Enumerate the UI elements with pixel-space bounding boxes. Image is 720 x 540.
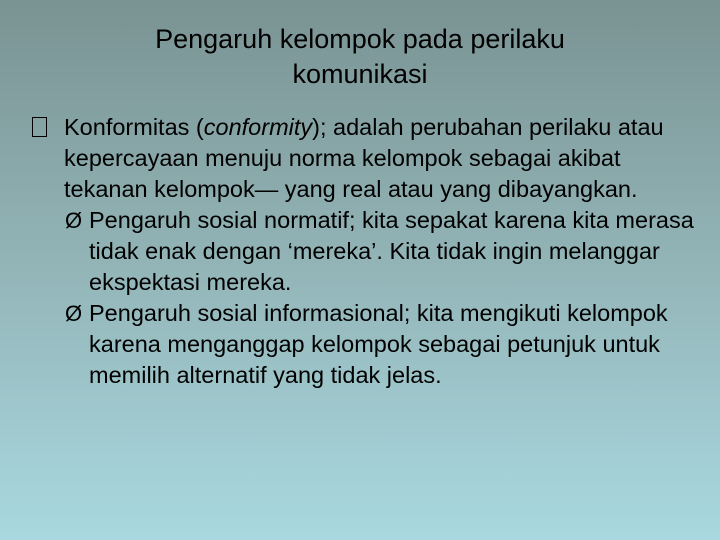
sub-bullet-informasional (32, 298, 702, 391)
arrow-bullet-icon: Ø (65, 208, 83, 233)
slide-title-line-1: Pengaruh kelompok pada perilaku (155, 24, 565, 54)
arrow-bullet-icon: Ø (65, 301, 83, 326)
slide-title (60, 22, 660, 92)
sub-point-text: Pengaruh sosial normatif; kita sepakat karena kita merasa tidak enak dengan ‘mereka’. Kita tidak ingin melanggar ekspektasi mereka. (89, 207, 694, 295)
sub-bullet-normatif (32, 205, 702, 298)
box-bullet-icon (32, 117, 47, 137)
main-bullet-point (32, 112, 702, 205)
slide-title-line-2: komunikasi (292, 59, 428, 89)
sub-point-text: Pengaruh sosial informasional; kita mengikuti kelompok karena menganggap kelompok sebagai petunjuk untuk memilih alternatif yang tidak jelas. (89, 300, 668, 388)
main-point-definition: ); adalah perubahan perilaku atau kepercayaan menuju norma kelompok sebagai akibat tekanan kelompok— yang real atau yang dibayangkan. (64, 114, 664, 202)
main-point-term: Konformitas ( (64, 114, 204, 140)
main-point-term-italic: conformity (203, 114, 313, 140)
slide-body (32, 112, 702, 391)
